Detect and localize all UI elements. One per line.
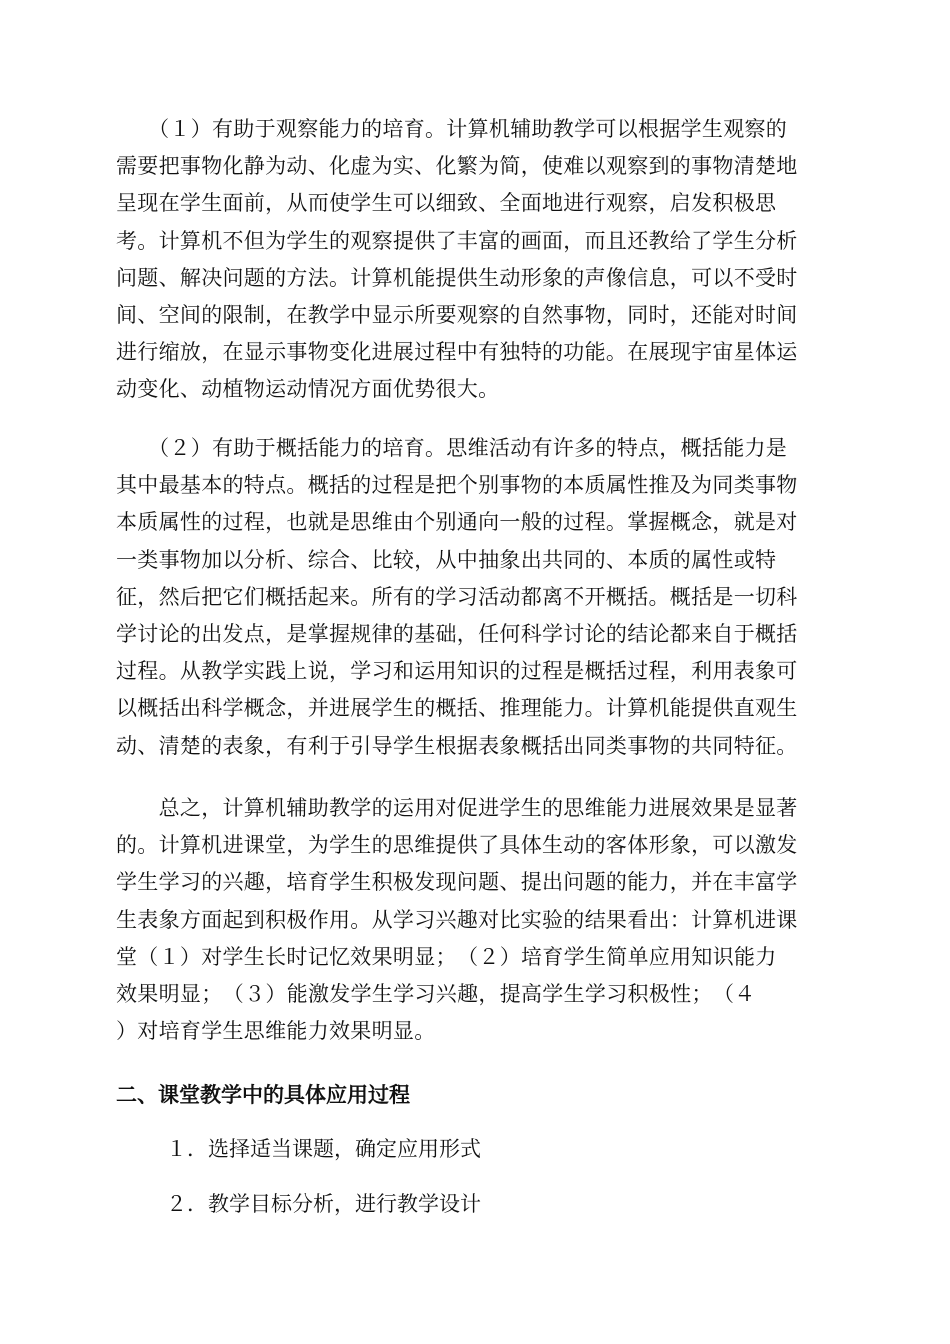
text-line: 间、空间的限制，在教学中显示所要观察的自然事物，同时，还能对时间 <box>116 303 798 328</box>
text-line: 呈现在学生面前，从而使学生可以细致、全面地进行观察，启发积极思 <box>116 191 777 216</box>
text-line: （２）有助于概括能力的培育。思维活动有许多的特点，概括能力是 <box>116 436 788 460</box>
text-line: 学生学习的兴趣，培育学生积极发现问题、提出问题的能力，并在丰富学 <box>116 870 798 895</box>
text-line: 生表象方面起到积极作用。从学习兴趣对比实验的结果看出：计算机进课 <box>116 907 798 932</box>
text-line: 征，然后把它们概括起来。所有的学习活动都离不开概括。概括是一切科 <box>116 584 798 609</box>
text-line: 总之，计算机辅助教学的运用对促进学生的思维能力进展效果是显著 <box>116 796 798 820</box>
text-line: 过程。从教学实践上说，学习和运用知识的过程是概括过程，利用表象可 <box>116 659 798 684</box>
text-line: 需要把事物化静为动、化虚为实、化繁为简，使难以观察到的事物清楚地 <box>116 154 798 179</box>
text-line: （１）有助于观察能力的培育。计算机辅助教学可以根据学生观察的 <box>116 117 788 141</box>
text-line: 动、清楚的表象，有利于引导学生根据表象概括出同类事物的共同特征。 <box>116 733 798 758</box>
text-line: 以概括出科学概念，并进展学生的概括、推理能力。计算机能提供直观生 <box>116 696 798 721</box>
text-line: 问题、解决问题的方法。计算机能提供生动形象的声像信息，可以不受时 <box>116 265 798 290</box>
section-heading: 二、课堂教学中的具体应用过程 <box>116 1082 410 1107</box>
text-line: 动变化、动植物运动情况方面优势很大。 <box>116 377 500 402</box>
text-line: ）对培育学生思维能力效果明显。 <box>116 1019 436 1044</box>
text-line: 学讨论的出发点，是掌握规律的基础，任何科学讨论的结论都来自于概括 <box>116 622 798 647</box>
paragraph-observation-ability <box>116 111 836 409</box>
text-line: 考。计算机不但为学生的观察提供了丰富的画面，而且还教给了学生分析 <box>116 228 798 253</box>
list-item: ２．教学目标分析，进行教学设计 <box>166 1192 481 1216</box>
text-line: 进行缩放，在显示事物变化进展过程中有独特的功能。在展现宇宙星体运 <box>116 340 798 365</box>
text-line: 的。计算机进课堂，为学生的思维提供了具体生动的客体形象，可以激发 <box>116 833 798 858</box>
list-item: １．选择适当课题，确定应用形式 <box>166 1137 481 1161</box>
text-line: 本质属性的过程，也就是思维由个别通向一般的过程。掌握概念，就是对 <box>116 510 798 535</box>
text-line: 效果明显； （３）能激发学生学习兴趣，提高学生学习积极性； （４ <box>116 982 756 1007</box>
text-line: 堂（１）对学生长时记忆效果明显； （２）培育学生简单应用知识能力 <box>116 944 777 969</box>
text-line: 其中最基本的特点。概括的过程是把个别事物的本质属性推及为同类事物 <box>116 473 798 498</box>
text-line: 一类事物加以分析、综合、比较，从中抽象出共同的、本质的属性或特 <box>116 547 777 572</box>
paragraph-summary <box>116 790 836 1050</box>
paragraph-generalization-ability <box>116 430 836 765</box>
